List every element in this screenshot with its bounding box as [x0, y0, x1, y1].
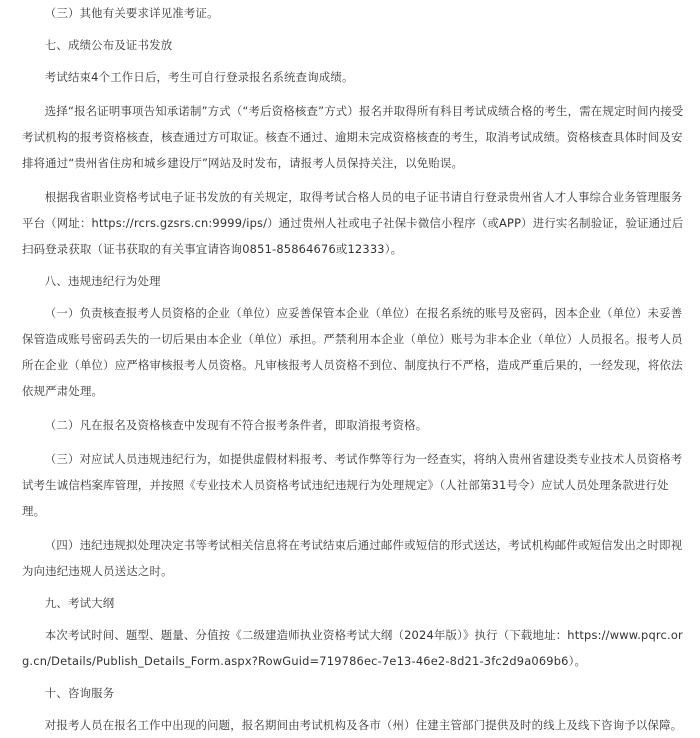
paragraph: （三）其他有关要求详见准考证。: [44, 6, 219, 20]
paragraph: （一）负责核查报考人员资格的企业（单位）应妥善保管本企业（单位）在报名系统的账号及密码，因本企业（单位）未妥善保管造成账号密码丢失的一切后果由本企业（单位）承担。严禁利用本企业（单位）账号为非本企业（单位）人员报名。报考人员所在企业（单位）应严格审核报考人员资格。凡审核报考人员资格不到位、制度执行不严格，造成严重后果的，一经发现，将依法依规严肃处理。: [22, 306, 683, 398]
paragraph: （四）违纪违规拟处理决定书等考试相关信息将在考试结束后通过邮件或短信的形式送达，考试机构邮件或短信发出之时即视为向违纪违规人员送达之时。: [22, 538, 683, 578]
section-heading: 八、违规违纪行为处理: [44, 274, 161, 288]
section-heading: 十、咨询服务: [44, 686, 115, 700]
paragraph: 根据我省职业资格考试电子证书发放的有关规定，取得考试合格人员的电子证书请自行登录贵州省人才人事综合业务管理服务平台（网址：https://rcrs.gzsrs.cn:9999/ips/）通过贵州人社或电子社保卡微信小程序（或APP）进行实名制验证，验证通过后扫码登录获取（证书获取的有关事宜请咨询0851-85864676或12333）。: [22, 190, 684, 256]
paragraph: （二）凡在报名及资格核查中发现有不符合报考条件者，即取消报考资格。: [44, 418, 428, 432]
paragraph: 本次考试时间、题型、题量、分值按《二级建造师执业资格考试大纲（2024年版）》执行（下载地址：https://www.pqrc.org.cn/Details/Publish_Details_Form.aspx?RowGuid=719786ec-7e13-46e2-8d21-3fc2d9a069b6）。: [22, 628, 683, 668]
section-heading: 九、考试大纲: [44, 596, 115, 610]
paragraph: （三）对应试人员违规违纪行为，如提供虚假材料报考、考试作弊等行为一经查实，将纳入贵州省建设类专业技术人员资格考试考生诚信档案库管理，并按照《专业技术人员资格考试违纪违规行为处理规定》（人社部第31号令）应试人员处理条款进行处理。: [22, 452, 683, 518]
section-heading: 七、成绩公布及证书发放: [44, 38, 173, 52]
paragraph: 考试结束4个工作日后，考生可自行登录报名系统查询成绩。: [44, 70, 354, 84]
paragraph: 选择“报名证明事项告知承诺制”方式（“考后资格核查”方式）报名并取得所有科目考试成绩合格的考生，需在规定时间内接受考试机构的报考资格核查，核查通过方可取证。核查不通过、逾期未完成资格核查的考生，取消考试成绩。资格核查具体时间及安排将通过“贵州省住房和城乡建设厅”网站及时发布，请报考人员保持关注，以免贻误。: [22, 104, 684, 170]
paragraph: 对报考人员在报名工作中出现的问题，报名期间由考试机构及各市（州）住建主管部门提供及时的线上及线下咨询予以保障。: [44, 718, 683, 732]
